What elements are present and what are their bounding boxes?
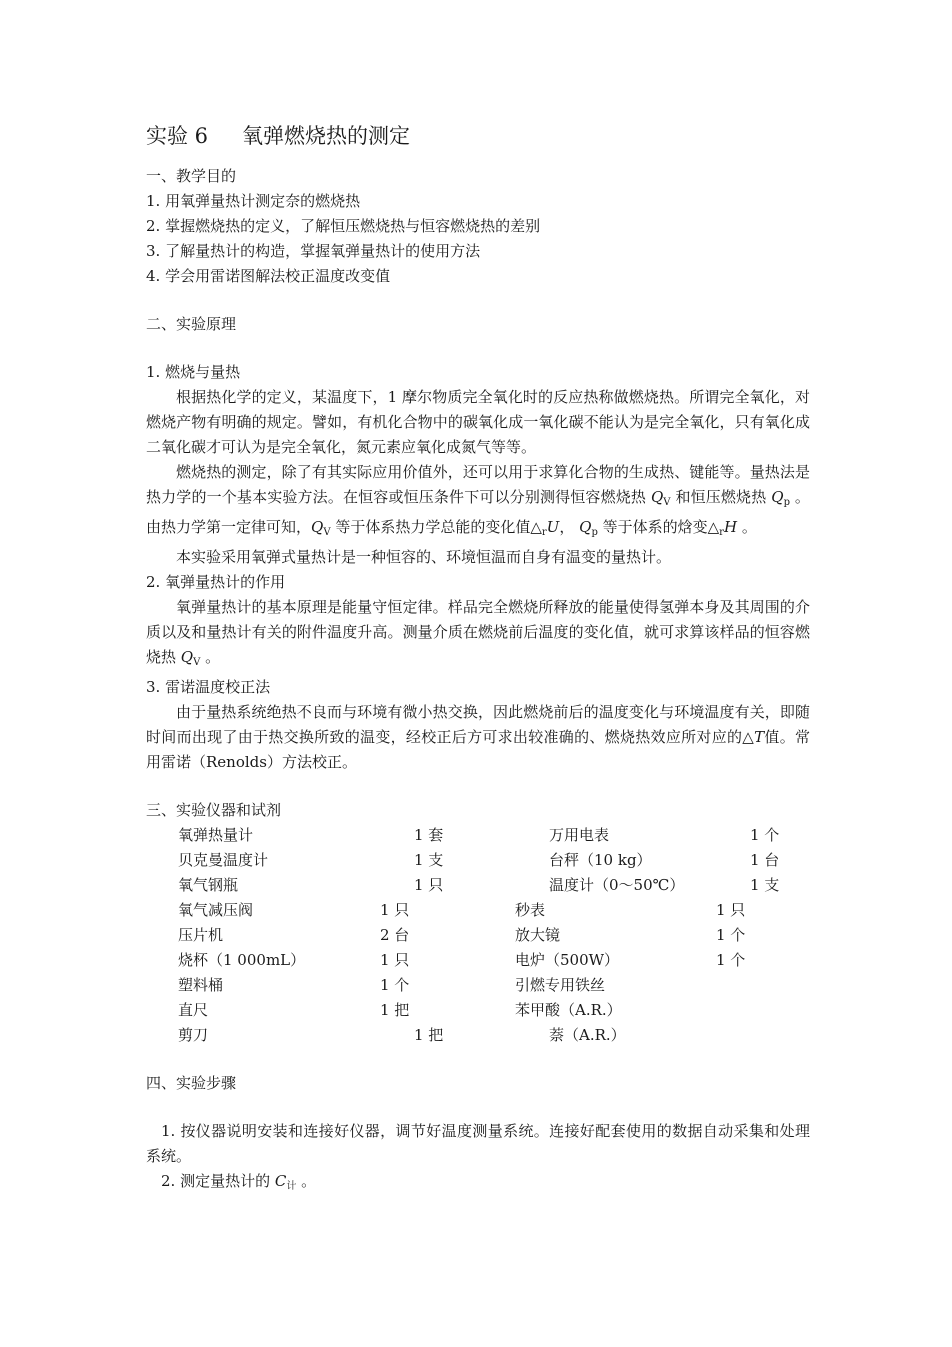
table-row: 氧弹热量计 1 套 万用电表 1 个 [178, 826, 780, 844]
table-row: 直尺 1 把 苯甲酸（A.R.） [178, 1001, 622, 1019]
paragraph: 由于量热系统绝热不良而与环境有微小热交换，因此燃烧前后的温度变化与环境温度有关，即随时间而出现了由于热交换所致的温变，经校正后方可求出较准确的、燃烧热效应所对应的△T值。常用雷诺（Renolds）方法校正。 [146, 703, 810, 771]
subsection-heading: 3. 雷诺温度校正法 [146, 678, 271, 696]
step-item: 2. 测定量热计的 $C_计$ 。 [161, 1172, 317, 1192]
paragraph: 燃烧热的测定，除了有其实际应用价值外，还可以用于求算化合物的生成热、键能等。量热法是热力学的一个基本实验方法。在恒容或恒压条件下可以分别测得恒容燃烧热 $Q_V$ 和恒压燃烧热 $Q_p$ 。由热力学第一定律可知，$Q_V$ 等于体系热力学总能的变化值$\triangle_rU$， $Q_p$ 等于体系的焓变$\triangle_rH$ 。 [146, 463, 810, 538]
section-equipment [146, 798, 810, 1048]
table-row: 氧气钢瓶 1 只 温度计（0～50℃） 1 支 [178, 876, 780, 894]
table-row: 贝克曼温度计 1 支 台秤（10 kg） 1 台 [178, 851, 780, 869]
section-procedure [146, 1071, 810, 1199]
page-title [146, 122, 810, 150]
section-objectives [146, 164, 810, 289]
subsection-heading: 2. 氧弹量热计的作用 [146, 573, 286, 591]
experiment-number: 实验 6 [146, 124, 209, 148]
list-item: 3. 了解量热计的构造，掌握氧弹量热计的使用方法 [146, 242, 481, 260]
document-page [146, 122, 810, 1199]
subsection-heading: 1. 燃烧与量热 [146, 363, 241, 381]
list-item: 4. 学会用雷诺图解法校正温度改变值 [146, 267, 391, 285]
paragraph: 氧弹量热计的基本原理是能量守恒定律。样品完全燃烧所释放的能量使得氢弹本身及其周围的介质以及和量热计有关的附件温度升高。测量介质在燃烧前后温度的变化值，就可求算该样品的恒容燃烧热 $Q_V$ 。 [146, 598, 810, 668]
section-principle [146, 312, 810, 775]
table-row: 剪刀 1 把 萘（A.R.） [178, 1026, 626, 1044]
list-item: 1. 用氧弹量热计测定奈的燃烧热 [146, 192, 361, 210]
section-heading: 一、教学目的 [146, 167, 237, 185]
table-row: 氧气减压阀 1 只 秒表 1 只 [178, 901, 746, 919]
equipment-table [146, 823, 810, 1048]
table-row: 压片机 2 台 放大镜 1 个 [178, 926, 746, 944]
paragraph: 本实验采用氧弹式量热计是一种恒容的、环境恒温而自身有温变的量热计。 [176, 548, 672, 566]
experiment-title: 氧弹燃烧热的测定 [242, 124, 411, 148]
table-row: 烧杯（1 000mL） 1 只 电炉（500W） 1 个 [178, 951, 746, 969]
table-row: 塑料桶 1 个 引燃专用铁丝 [178, 976, 606, 994]
paragraph: 根据热化学的定义，某温度下，1 摩尔物质完全氧化时的反应热称做燃烧热。所谓完全氧化，对燃烧产物有明确的规定。譬如，有机化合物中的碳氧化成一氧化碳不能认为是完全氧化，只有氧化成二氧化碳才可认为是完全氧化，氮元素应氧化成氮气等等。 [146, 388, 810, 456]
section-heading: 三、实验仪器和试剂 [146, 801, 282, 819]
list-item: 2. 掌握燃烧热的定义，了解恒压燃烧热与恒容燃烧热的差别 [146, 217, 541, 235]
section-heading: 二、实验原理 [146, 315, 237, 333]
section-heading: 四、实验步骤 [146, 1074, 237, 1092]
step-item: 1. 按仪器说明安装和连接好仪器，调节好温度测量系统。连接好配套使用的数据自动采集和处理系统。 [146, 1122, 810, 1165]
